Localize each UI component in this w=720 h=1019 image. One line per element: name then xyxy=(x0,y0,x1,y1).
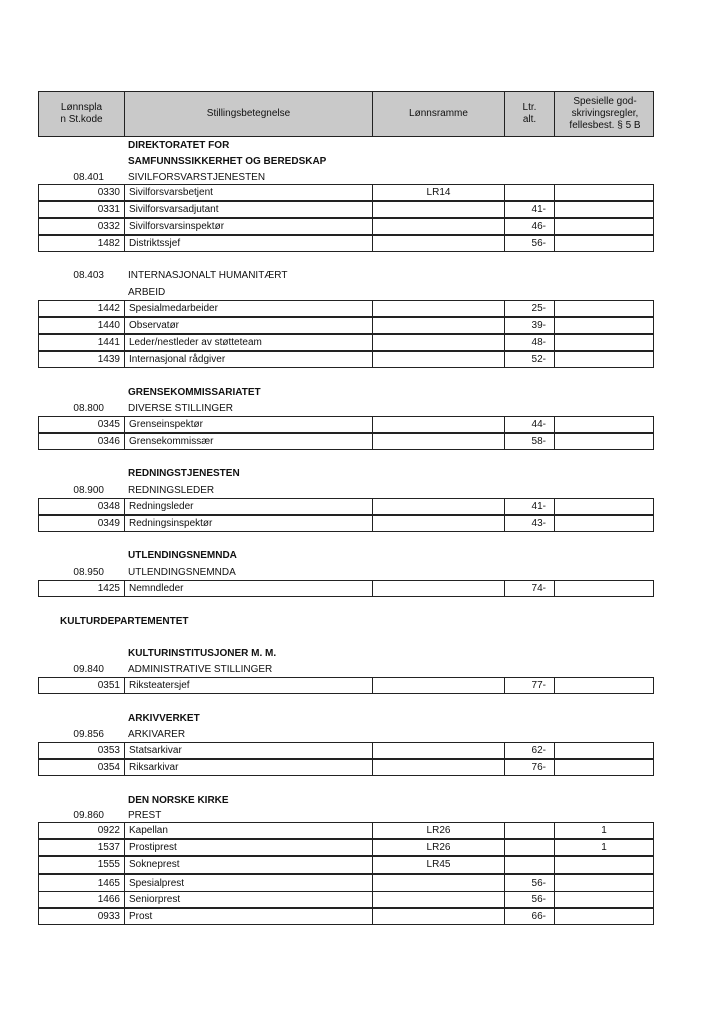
cell-ramme xyxy=(373,318,505,333)
cell-ramme xyxy=(373,335,505,350)
cell-special xyxy=(555,417,653,432)
table-row xyxy=(38,235,654,252)
plan-code: 09.860 xyxy=(73,810,104,821)
cell-title: Redningsinspektør xyxy=(125,516,373,531)
cell-special xyxy=(555,335,653,350)
cell-ramme: LR45 xyxy=(373,857,505,873)
header-title-label: Stillingsbetegnelse xyxy=(206,108,291,119)
cell-code: 1482 xyxy=(39,236,125,251)
plan-code: 08.800 xyxy=(73,403,104,414)
header-ltr-line2: alt. xyxy=(522,114,537,125)
cell-code: 0330 xyxy=(39,185,125,200)
header-col-special xyxy=(555,92,655,136)
cell-title: Statsarkivar xyxy=(125,743,373,758)
table-row xyxy=(38,874,654,892)
cell-code: 1439 xyxy=(39,352,125,367)
table-row xyxy=(38,891,654,908)
plan-code: 08.950 xyxy=(73,567,104,578)
cell-ltr: 25- xyxy=(505,301,555,316)
cell-special xyxy=(555,219,653,234)
cell-special xyxy=(555,499,653,514)
cell-ramme xyxy=(373,892,505,907)
cell-code: 0922 xyxy=(39,823,125,838)
cell-ltr xyxy=(505,185,555,200)
cell-special xyxy=(555,301,653,316)
cell-code: 0345 xyxy=(39,417,125,432)
cell-title: Leder/nestleder av støtteteam xyxy=(125,335,373,350)
table-row xyxy=(38,822,654,839)
cell-ramme xyxy=(373,434,505,449)
cell-special xyxy=(555,318,653,333)
cell-title: Kapellan xyxy=(125,823,373,838)
header-special-line3: fellesbest. § 5 B xyxy=(569,120,641,131)
cell-ltr: 66- xyxy=(505,909,555,924)
cell-ltr: 56- xyxy=(505,236,555,251)
cell-code: 0349 xyxy=(39,516,125,531)
section-title: DEN NORSKE KIRKE xyxy=(128,795,229,806)
cell-title: Riksarkivar xyxy=(125,760,373,775)
cell-special xyxy=(555,236,653,251)
cell-ltr xyxy=(505,823,555,838)
table-row xyxy=(38,433,654,450)
cell-special xyxy=(555,857,653,873)
cell-special xyxy=(555,892,653,907)
cell-ltr: 43- xyxy=(505,516,555,531)
cell-ltr: 56- xyxy=(505,892,555,907)
table-row xyxy=(38,351,654,368)
section-title: ARKIVVERKET xyxy=(128,713,200,724)
group-title: PREST xyxy=(128,810,162,821)
table-header xyxy=(38,91,654,137)
header-special-line1: Spesielle god- xyxy=(573,96,637,107)
cell-ramme: LR26 xyxy=(373,840,505,855)
cell-code: 1555 xyxy=(39,857,125,873)
cell-ramme xyxy=(373,417,505,432)
cell-ltr: 39- xyxy=(505,318,555,333)
cell-title: Spesialprest xyxy=(125,875,373,891)
table-row xyxy=(38,908,654,925)
table-row xyxy=(38,580,654,597)
cell-ramme xyxy=(373,301,505,316)
header-col-code xyxy=(39,92,125,136)
cell-ramme xyxy=(373,219,505,234)
cell-ltr: 41- xyxy=(505,499,555,514)
cell-title: Grenseinspektør xyxy=(125,417,373,432)
cell-title: Distriktssjef xyxy=(125,236,373,251)
cell-ltr: 62- xyxy=(505,743,555,758)
section-title: DIREKTORATET FOR xyxy=(128,140,230,151)
cell-code: 1465 xyxy=(39,875,125,891)
section-title: SAMFUNNSSIKKERHET OG BEREDSKAP xyxy=(128,156,327,167)
plan-code: 08.900 xyxy=(73,485,104,496)
cell-code: 1537 xyxy=(39,840,125,855)
cell-special xyxy=(555,516,653,531)
cell-special xyxy=(555,760,653,775)
cell-ramme xyxy=(373,516,505,531)
group-title: DIVERSE STILLINGER xyxy=(128,403,234,414)
cell-special xyxy=(555,581,653,596)
group-title: ARBEID xyxy=(128,287,166,298)
cell-code: 0348 xyxy=(39,499,125,514)
cell-title: Observatør xyxy=(125,318,373,333)
cell-title: Prostiprest xyxy=(125,840,373,855)
cell-special xyxy=(555,678,653,693)
group-title: ADMINISTRATIVE STILLINGER xyxy=(128,664,273,675)
cell-title: Prost xyxy=(125,909,373,924)
table-row xyxy=(38,300,654,317)
table-row xyxy=(38,416,654,433)
header-code-line1: Lønnspla xyxy=(60,102,103,113)
table-row xyxy=(38,317,654,334)
plan-code: 09.840 xyxy=(73,664,104,675)
cell-ramme xyxy=(373,743,505,758)
cell-code: 0332 xyxy=(39,219,125,234)
cell-ramme: LR14 xyxy=(373,185,505,200)
cell-code: 0351 xyxy=(39,678,125,693)
cell-code: 0353 xyxy=(39,743,125,758)
cell-special xyxy=(555,202,653,217)
group-title: SIVILFORSVARSTJENESTEN xyxy=(128,172,266,183)
cell-ltr xyxy=(505,840,555,855)
cell-ramme xyxy=(373,909,505,924)
cell-ltr: 56- xyxy=(505,875,555,891)
table-row xyxy=(38,498,654,515)
table-row xyxy=(38,677,654,694)
cell-special xyxy=(555,352,653,367)
cell-ltr xyxy=(505,857,555,873)
cell-ramme xyxy=(373,236,505,251)
cell-ramme xyxy=(373,581,505,596)
cell-special: 1 xyxy=(601,842,607,853)
header-special-line2: skrivingsregler, xyxy=(571,108,639,119)
cell-ltr: 77- xyxy=(505,678,555,693)
cell-ltr: 41- xyxy=(505,202,555,217)
cell-special xyxy=(555,875,653,891)
cell-ramme: LR26 xyxy=(373,823,505,838)
table-row xyxy=(38,218,654,235)
cell-ltr: 46- xyxy=(505,219,555,234)
cell-title: Sivilforsvarsinspektør xyxy=(125,219,373,234)
plan-code: 08.403 xyxy=(73,270,104,281)
cell-special xyxy=(555,743,653,758)
group-title: INTERNASJONALT HUMANITÆRT xyxy=(128,270,288,281)
cell-code: 0933 xyxy=(39,909,125,924)
cell-ramme xyxy=(373,678,505,693)
table-row xyxy=(38,742,654,759)
cell-special xyxy=(555,434,653,449)
cell-special xyxy=(555,909,653,924)
cell-title: Sivilforsvarsadjutant xyxy=(125,202,373,217)
cell-title: Sokneprest xyxy=(125,857,373,873)
cell-ramme xyxy=(373,875,505,891)
cell-title: Redningsleder xyxy=(125,499,373,514)
header-col-ramme xyxy=(373,92,505,136)
table-row xyxy=(38,334,654,351)
section-title: UTLENDINGSNEMNDA xyxy=(128,550,237,561)
cell-title: Spesialmedarbeider xyxy=(125,301,373,316)
group-title: UTLENDINGSNEMNDA xyxy=(128,567,236,578)
cell-special xyxy=(555,185,653,200)
cell-title: Nemndleder xyxy=(125,581,373,596)
section-title: REDNINGSTJENESTEN xyxy=(128,468,240,479)
cell-code: 1441 xyxy=(39,335,125,350)
cell-ltr: 76- xyxy=(505,760,555,775)
cell-ramme xyxy=(373,352,505,367)
cell-code: 1442 xyxy=(39,301,125,316)
cell-title: Grensekommissær xyxy=(125,434,373,449)
cell-code: 0354 xyxy=(39,760,125,775)
table-row xyxy=(38,184,654,201)
header-ramme-label: Lønnsramme xyxy=(409,108,468,119)
header-col-title xyxy=(125,92,373,136)
cell-ltr: 52- xyxy=(505,352,555,367)
cell-title: Internasjonal rådgiver xyxy=(125,352,373,367)
cell-ltr: 44- xyxy=(505,417,555,432)
cell-title: Riksteatersjef xyxy=(125,678,373,693)
cell-code: 1425 xyxy=(39,581,125,596)
plan-code: 08.401 xyxy=(73,172,104,183)
cell-title: Seniorprest xyxy=(125,892,373,907)
cell-code: 0331 xyxy=(39,202,125,217)
ministry-title: KULTURDEPARTEMENTET xyxy=(60,616,189,627)
cell-ltr: 48- xyxy=(505,335,555,350)
section-title: KULTURINSTITUSJONER M. M. xyxy=(128,648,277,659)
cell-special: 1 xyxy=(601,825,607,836)
cell-ltr: 58- xyxy=(505,434,555,449)
table-row xyxy=(38,856,654,874)
group-title: REDNINGSLEDER xyxy=(128,485,215,496)
cell-ramme xyxy=(373,202,505,217)
table-row xyxy=(38,201,654,218)
table-row xyxy=(38,515,654,532)
section-title: GRENSEKOMMISSARIATET xyxy=(128,387,261,398)
table-row xyxy=(38,839,654,856)
header-ltr-line1: Ltr. xyxy=(522,102,537,113)
table-row xyxy=(38,759,654,776)
cell-code: 1440 xyxy=(39,318,125,333)
cell-code: 1466 xyxy=(39,892,125,907)
cell-ltr: 74- xyxy=(505,581,555,596)
cell-code: 0346 xyxy=(39,434,125,449)
header-code-line2: n St.kode xyxy=(60,114,103,125)
cell-title: Sivilforsvarsbetjent xyxy=(125,185,373,200)
cell-ramme xyxy=(373,760,505,775)
cell-ramme xyxy=(373,499,505,514)
plan-code: 09.856 xyxy=(73,729,104,740)
header-col-ltr xyxy=(505,92,555,136)
group-title: ARKIVARER xyxy=(128,729,186,740)
